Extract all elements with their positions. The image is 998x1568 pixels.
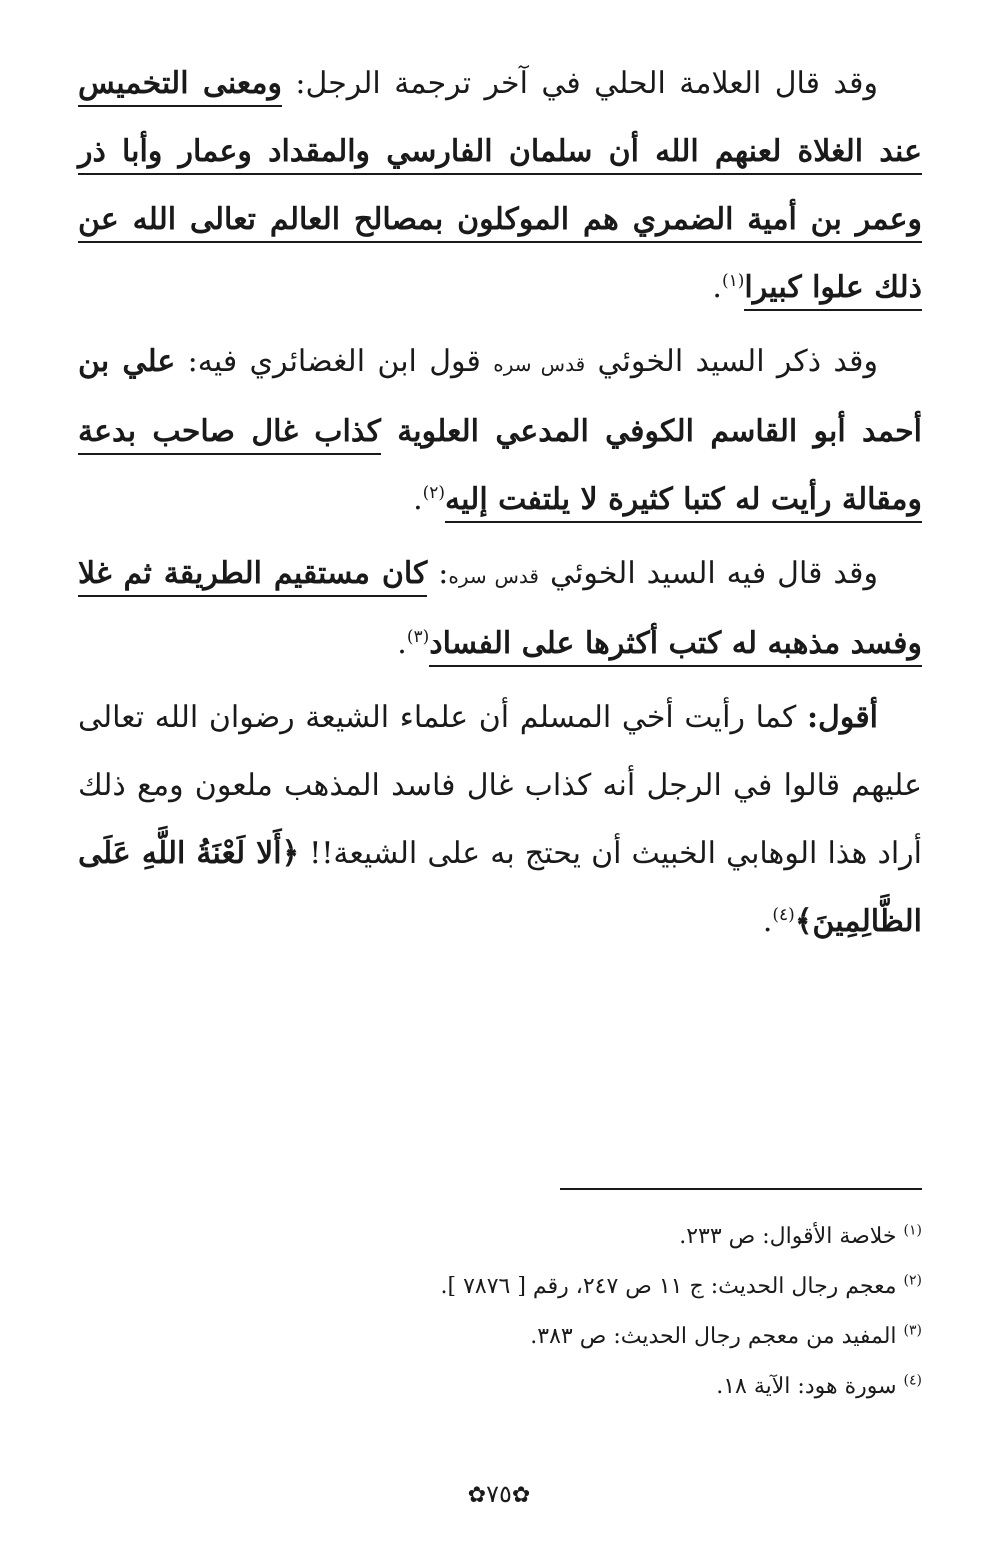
p2-lead: وقد ذكر السيد الخوئي bbox=[585, 344, 878, 379]
footnote-text: معجم رجال الحديث: ج ١١ ص ٢٤٧، رقم [ ٧٨٧٦ ]. bbox=[440, 1274, 897, 1299]
p1-quote: ومعنى التخميس عند الغلاة لعنهم الله أن سلمان الفارسي والمقداد وعمار وأبا ذر وعمر بن أمية الضمري هم الموكلون بمصالح العالم تعالى الله عن ذلك علوا كبيرا bbox=[78, 66, 922, 311]
footnote-4 bbox=[78, 1362, 922, 1412]
p3-quote: كان مستقيم الطريقة ثم غلا وفسد مذهبه له كتب أكثرها على الفساد bbox=[78, 556, 922, 667]
footnote-ref-1[interactable]: (١) bbox=[721, 271, 745, 291]
p1-end: . bbox=[712, 270, 722, 305]
paragraph-3 bbox=[78, 540, 922, 678]
footnote-number: (١) bbox=[903, 1222, 922, 1239]
p4-label: أقول: bbox=[806, 700, 878, 735]
p4-text: كما رأيت أخي المسلم أن علماء الشيعة رضوان الله تعالى عليهم قالوا في الرجل أنه كذاب غال فاسد المذهب ملعون ومع ذلك أراد هذا الوهابي الخبيث أن يحتج به على الشيعة!! bbox=[78, 700, 922, 871]
page-number: ٧٥ bbox=[486, 1480, 512, 1508]
footnote-number: (٣) bbox=[903, 1322, 922, 1339]
footnotes bbox=[78, 1212, 922, 1412]
honorific-glyph: قدس سره bbox=[448, 564, 539, 588]
honorific-glyph: قدس سره bbox=[493, 352, 586, 376]
p2-quote: كذاب غال صاحب بدعة ومقالة رأيت له كتبا كثيرة لا يلتفت إليه bbox=[78, 414, 922, 523]
p3-lead: وقد قال فيه السيد الخوئي bbox=[538, 556, 878, 591]
footnote-2 bbox=[78, 1262, 922, 1312]
paragraph-1 bbox=[78, 50, 922, 322]
page-body bbox=[78, 50, 922, 962]
p3-end: . bbox=[397, 626, 407, 661]
paragraph-4 bbox=[78, 684, 922, 956]
ornament-icon: ✿ bbox=[467, 1483, 487, 1508]
page-number-block bbox=[0, 1480, 998, 1508]
p2-name: علي بن أحمد أبو القاسم الكوفي المدعي العلوية bbox=[78, 344, 923, 449]
p2-mid: قول ابن الغضائري فيه: bbox=[175, 344, 494, 379]
footnote-ref-4[interactable]: (٤) bbox=[772, 905, 795, 925]
p4-end: . bbox=[762, 904, 773, 939]
footnote-ref-3[interactable]: (٣) bbox=[406, 627, 430, 647]
footnote-text: سورة هود: الآية ١٨. bbox=[716, 1374, 897, 1399]
footnote-number: (٢) bbox=[903, 1272, 922, 1289]
footnote-divider bbox=[560, 1188, 922, 1190]
footnote-1 bbox=[78, 1212, 922, 1262]
footnote-text: المفيد من معجم رجال الحديث: ص ٣٨٣. bbox=[530, 1324, 897, 1349]
ornament-icon: ✿ bbox=[511, 1483, 531, 1508]
footnote-3 bbox=[78, 1312, 922, 1362]
footnote-text: خلاصة الأقوال: ص ٢٣٣. bbox=[679, 1224, 897, 1249]
quran-verse: ﴿أَلا لَعْنَةُ اللَّهِ عَلَى الظَّالِمِينَ﴾ bbox=[78, 836, 922, 939]
p3-mid: : bbox=[427, 556, 449, 591]
paragraph-2 bbox=[78, 328, 922, 534]
footnote-number: (٤) bbox=[903, 1372, 922, 1389]
p2-end: . bbox=[413, 482, 423, 517]
p1-lead: وقد قال العلامة الحلي في آخر ترجمة الرجل: bbox=[281, 66, 878, 101]
footnote-ref-2[interactable]: (٢) bbox=[422, 483, 446, 503]
